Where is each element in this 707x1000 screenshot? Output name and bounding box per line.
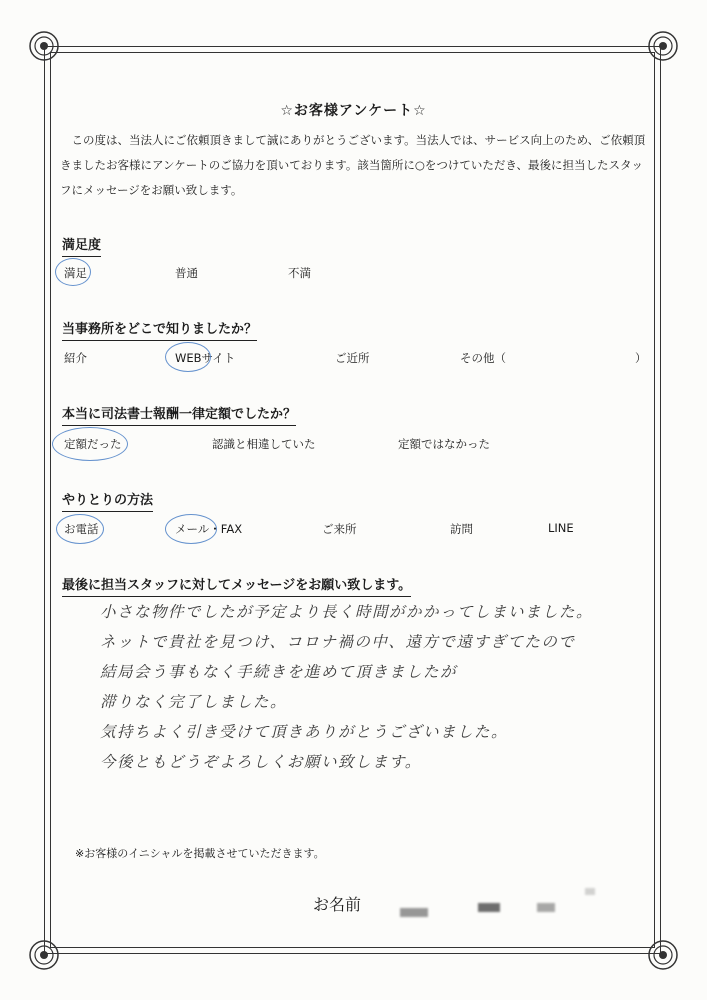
- option-referral[interactable]: 紹介: [64, 351, 87, 365]
- section-satisfaction-heading: 満足度: [62, 234, 101, 257]
- option-different[interactable]: 認識と相違していた: [212, 437, 316, 451]
- redacted-name: [537, 903, 555, 912]
- redacted-name: [585, 888, 595, 895]
- option-email-fax[interactable]: メール・FAX: [175, 522, 243, 536]
- corner-ornament-icon: [643, 26, 683, 66]
- corner-ornament-icon: [643, 935, 683, 975]
- initials-note: ※お客様のイニシャルを掲載させていただきます。: [75, 847, 325, 860]
- section-fee-heading: 本当に司法書士報酬一律定額でしたか？: [62, 403, 296, 426]
- option-satisfied[interactable]: 満足: [64, 266, 87, 280]
- option-website[interactable]: WEBサイト: [175, 351, 236, 365]
- section-source-heading: 当事務所をどこで知りましたか？: [62, 318, 257, 341]
- option-visit-office[interactable]: ご来所: [322, 522, 357, 536]
- corner-ornament-icon: [24, 26, 64, 66]
- message-line: 今後ともどうぞよろしくお願い致します。: [100, 753, 422, 771]
- page-title: ☆お客様アンケート☆: [280, 103, 427, 119]
- option-other-close: ）: [635, 351, 647, 365]
- redacted-name: [400, 908, 428, 917]
- corner-ornament-icon: [24, 935, 64, 975]
- selection-circle: [165, 514, 217, 544]
- option-unsatisfied[interactable]: 不満: [288, 266, 311, 280]
- section-message-heading: 最後に担当スタッフに対してメッセージをお願い致します。: [62, 574, 411, 597]
- section-contact-heading: やりとりの方法: [62, 489, 153, 512]
- option-fixed-fee[interactable]: 定額だった: [64, 437, 122, 451]
- selection-circle: [52, 427, 128, 461]
- selection-circle: [165, 342, 211, 372]
- selection-circle: [56, 514, 104, 544]
- message-line: 気持ちよく引き受けて頂きありがとうございました。: [100, 723, 509, 741]
- name-label: お名前: [313, 895, 362, 914]
- option-phone[interactable]: お電話: [64, 522, 99, 536]
- message-line: 小さな物件でしたが予定より長く時間がかかってしまいました。: [100, 603, 594, 621]
- redacted-name: [478, 903, 500, 912]
- message-line: ネットで貴社を見つけ、コロナ禍の中、遠方で遠すぎてたので: [100, 633, 576, 651]
- option-neighborhood[interactable]: ご近所: [335, 351, 370, 365]
- option-other[interactable]: その他（: [460, 351, 506, 365]
- option-line[interactable]: LINE: [548, 521, 574, 535]
- handwritten-message: [100, 597, 660, 777]
- option-home-visit[interactable]: 訪問: [450, 522, 473, 536]
- option-not-fixed[interactable]: 定額ではなかった: [398, 437, 490, 451]
- intro-text: この度は、当法人にご依頼頂きまして誠にありがとうございます。当法人では、サービス向上のため、ご依頼頂きましたお客様にアンケートのご協力を頂いております。該当箇所に○をつけていただき、最後に担当したスタッフにメッセージをお願い致します。: [60, 133, 646, 197]
- message-line: 滞りなく完了しました。: [100, 693, 288, 711]
- option-average[interactable]: 普通: [175, 266, 198, 280]
- message-line: 結局会う事もなく手続きを進めて頂きましたが: [100, 663, 458, 681]
- selection-circle: [55, 258, 91, 286]
